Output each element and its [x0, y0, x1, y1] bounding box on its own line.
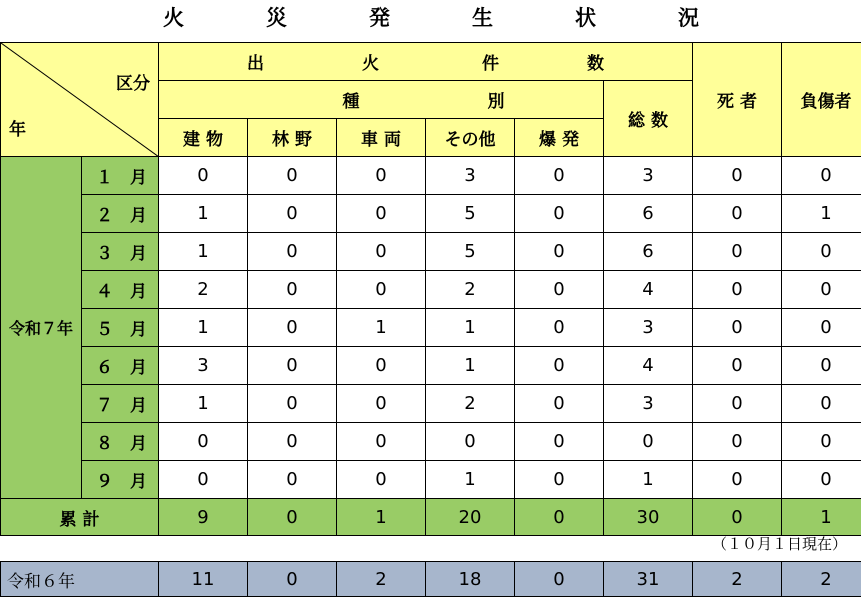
totals-cell: 0: [693, 499, 782, 536]
table-cell: 0: [782, 309, 861, 347]
table-cell: 1: [426, 461, 515, 499]
title-char: 状: [575, 6, 596, 30]
previous-year-label: 令和６年: [1, 562, 159, 597]
header-nen: 年: [9, 120, 26, 140]
month-label: ８ 月: [81, 423, 158, 460]
year-label: 令和７年: [1, 157, 82, 498]
table-cell: 0: [248, 309, 337, 347]
table-cell: 1: [159, 309, 248, 347]
table-cell: 0: [337, 271, 426, 309]
header-char: 種: [342, 92, 360, 112]
title-char: 発: [369, 6, 390, 30]
table-cell: 0: [515, 461, 604, 499]
table-cell: 3: [159, 347, 248, 385]
header-char: 出: [247, 54, 264, 74]
table-cell: 4: [604, 271, 693, 309]
table-cell: 0: [248, 271, 337, 309]
month-label: １ 月: [81, 157, 158, 194]
header-category: 林 野: [248, 119, 337, 157]
previous-year-cell: 2: [693, 562, 782, 597]
table-row: [1, 233, 861, 271]
table-cell: 0: [159, 423, 248, 461]
table-cell: 3: [426, 157, 515, 195]
previous-year-table: [0, 561, 861, 597]
table-cell: 0: [515, 423, 604, 461]
table-row: [1, 423, 861, 461]
table-cell: 0: [693, 461, 782, 499]
totals-cell: 9: [159, 499, 248, 536]
table-cell: 0: [782, 461, 861, 499]
header-kubun: 区分: [116, 74, 150, 94]
month-label: ９ 月: [81, 461, 158, 498]
title-char: 火: [163, 6, 184, 30]
table-cell: 1: [159, 385, 248, 423]
table-cell: 0: [515, 233, 604, 271]
table-cell: 3: [604, 157, 693, 195]
previous-year-cell: 31: [604, 562, 693, 597]
table-row: [1, 461, 861, 499]
table-cell: 0: [693, 233, 782, 271]
table-cell: 0: [693, 157, 782, 195]
table-row: [1, 195, 861, 233]
table-cell: 0: [337, 157, 426, 195]
totals-row: [1, 499, 861, 536]
table-cell: 0: [782, 233, 861, 271]
header-category: 爆 発: [515, 119, 604, 157]
header-fushousha: 負傷者: [782, 43, 861, 157]
table-row: [1, 157, 861, 195]
header-shukka-kensu: [159, 43, 693, 81]
table-cell: 0: [248, 461, 337, 499]
table-cell: 0: [248, 385, 337, 423]
month-rows: [1, 157, 861, 499]
table-cell: 6: [604, 195, 693, 233]
table-cell: 0: [604, 423, 693, 461]
header-char: 件: [482, 54, 499, 74]
previous-year-cell: 11: [159, 562, 248, 597]
table-cell: 1: [604, 461, 693, 499]
totals-label: 累 計: [1, 499, 159, 536]
table-cell: 2: [159, 271, 248, 309]
table-cell: 0: [337, 423, 426, 461]
table-cell: 2: [426, 385, 515, 423]
previous-year-cell: 2: [337, 562, 426, 597]
table-cell: 5: [426, 195, 515, 233]
page-title: [0, 2, 861, 34]
fire-statistics-table: [0, 42, 861, 536]
table-cell: 1: [159, 195, 248, 233]
title-char: 況: [678, 6, 699, 30]
previous-year-cell: 0: [515, 562, 604, 597]
header-category: 車 両: [337, 119, 426, 157]
table-cell: 0: [337, 385, 426, 423]
table-cell: 1: [426, 309, 515, 347]
totals-cell: 1: [782, 499, 861, 536]
table-cell: 3: [604, 309, 693, 347]
table-cell: 0: [159, 461, 248, 499]
title-char: 災: [266, 6, 287, 30]
table-cell: 0: [782, 347, 861, 385]
table-cell: 0: [337, 233, 426, 271]
table-cell: 4: [604, 347, 693, 385]
month-label: ５ 月: [81, 309, 158, 346]
table-cell: 0: [693, 309, 782, 347]
table-cell: 0: [782, 423, 861, 461]
table-row: [1, 385, 861, 423]
table-cell: 0: [782, 157, 861, 195]
table-cell: 0: [515, 347, 604, 385]
header-char: 火: [362, 54, 379, 74]
table-cell: 0: [248, 195, 337, 233]
table-cell: 2: [426, 271, 515, 309]
as-of-note: （１０月１日現在）: [711, 535, 847, 553]
header-sousu: 総 数: [604, 81, 693, 157]
table-cell: 1: [426, 347, 515, 385]
previous-year-cell: 0: [248, 562, 337, 597]
table-cell: 0: [159, 157, 248, 195]
table-cell: 0: [337, 195, 426, 233]
table-row: [1, 309, 861, 347]
table-cell: 0: [693, 271, 782, 309]
month-label: ６ 月: [81, 347, 158, 384]
header-char: 別: [487, 92, 505, 112]
table-cell: 1: [337, 309, 426, 347]
table-cell: 0: [693, 195, 782, 233]
table-cell: 1: [159, 233, 248, 271]
previous-year-cell: 18: [426, 562, 515, 597]
table-cell: 0: [248, 157, 337, 195]
table-cell: 0: [515, 271, 604, 309]
table-cell: 0: [693, 347, 782, 385]
totals-cell: 0: [515, 499, 604, 536]
table-cell: 0: [782, 271, 861, 309]
table-row: [1, 271, 861, 309]
table-cell: 0: [782, 385, 861, 423]
header-category: その他: [426, 119, 515, 157]
previous-year-cell: 2: [782, 562, 861, 597]
month-label: ４ 月: [81, 271, 158, 308]
table-cell: 0: [693, 385, 782, 423]
table-cell: 0: [426, 423, 515, 461]
table-cell: 0: [515, 195, 604, 233]
title-char: 生: [472, 6, 493, 30]
totals-cell: 30: [604, 499, 693, 536]
table-row: [1, 347, 861, 385]
month-label: ７ 月: [81, 385, 158, 422]
table-cell: 0: [337, 347, 426, 385]
table-cell: 6: [604, 233, 693, 271]
month-label: ３ 月: [81, 233, 158, 270]
table-cell: 3: [604, 385, 693, 423]
table-cell: 0: [515, 157, 604, 195]
header-shubetsu: [159, 81, 604, 119]
header-shisha: 死 者: [693, 43, 782, 157]
table-cell: 5: [426, 233, 515, 271]
table-cell: 0: [515, 309, 604, 347]
table-cell: 0: [515, 385, 604, 423]
table-cell: 0: [337, 461, 426, 499]
table-cell: 0: [248, 423, 337, 461]
header-category: 建 物: [159, 119, 248, 157]
month-label: ２ 月: [81, 195, 158, 232]
table-cell: 0: [248, 233, 337, 271]
table-cell: 1: [782, 195, 861, 233]
header-corner-cell: [1, 43, 159, 157]
totals-cell: 20: [426, 499, 515, 536]
totals-cell: 0: [248, 499, 337, 536]
previous-year-row: [1, 562, 861, 597]
header-char: 数: [587, 54, 604, 74]
table-cell: 0: [248, 347, 337, 385]
totals-cell: 1: [337, 499, 426, 536]
table-cell: 0: [693, 423, 782, 461]
